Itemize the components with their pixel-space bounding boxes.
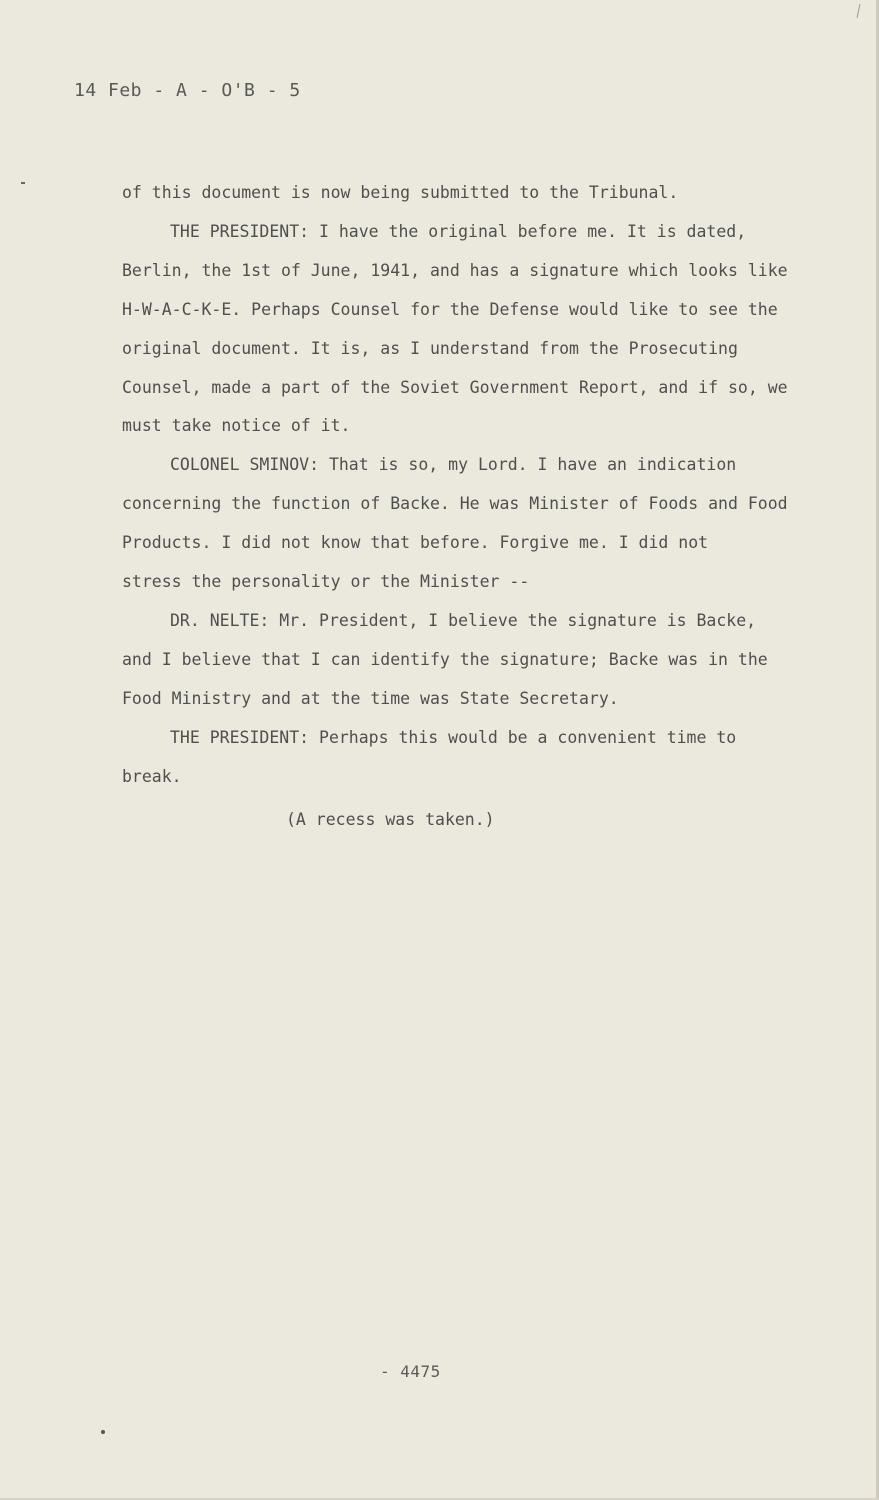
transcript-line-speaker: DR. NELTE: Mr. President, I believe the signature is Backe, (170, 610, 757, 630)
transcript-line: concerning the function of Backe. He was Minister of Foods and Food (122, 494, 788, 514)
transcript-line: and I believe that I can identify the signature; Backe was in the (122, 649, 768, 669)
transcript-line: Counsel, made a part of the Soviet Government Report, and if so, we (122, 377, 788, 397)
transcript-line-speaker: THE PRESIDENT: I have the original before me. It is dated, (170, 221, 747, 241)
transcript-line: Berlin, the 1st of June, 1941, and has a signature which looks like (122, 260, 788, 280)
transcript-line: original document. It is, as I understand from the Prosecuting (122, 338, 738, 358)
stage-direction: (A recess was taken.) (286, 809, 495, 829)
margin-mark (21, 182, 25, 184)
transcript-line: Products. I did not know that before. Forgive me. I did not (122, 533, 709, 553)
transcript-line-speaker: COLONEL SMINOV: That is so, my Lord. I have an indication (170, 455, 737, 475)
ink-speck (101, 1430, 105, 1434)
transcript-body (122, 174, 822, 839)
page-number: - 4475 (380, 1362, 441, 1381)
transcript-line: break. (122, 766, 182, 786)
transcript-line: Food Ministry and at the time was State Secretary. (122, 688, 619, 708)
transcript-line: must take notice of it. (122, 416, 351, 436)
page-header-code: 14 Feb - A - O'B - 5 (74, 80, 301, 101)
transcript-line: of this document is now being submitted to the Tribunal. (122, 183, 679, 202)
pencil-mark (857, 4, 861, 18)
transcript-line: stress the personality or the Minister -- (122, 572, 530, 592)
transcript-line-speaker: THE PRESIDENT: Perhaps this would be a convenient time to (170, 727, 737, 747)
transcript-line: H-W-A-C-K-E. Perhaps Counsel for the Defense would like to see the (122, 299, 778, 319)
